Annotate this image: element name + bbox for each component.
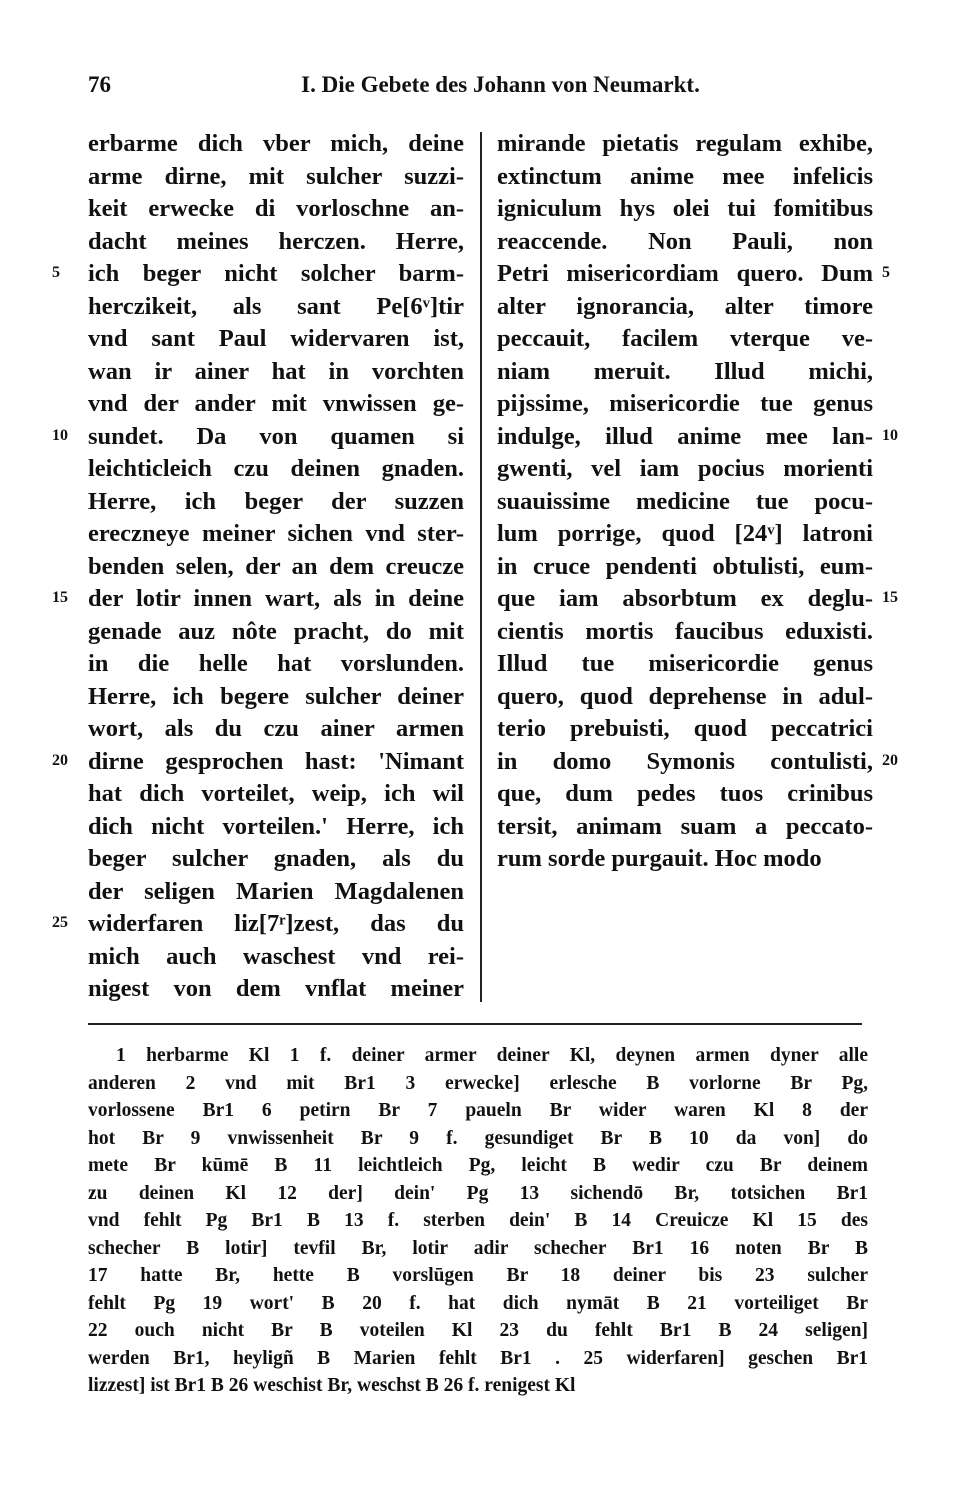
text-line: lum porrige, quod [24ᵛ] latroni [497,520,873,547]
text-line: benden selen, der an dem creucze [88,552,464,580]
text-line: wort, als du czu ainer armen [88,715,464,742]
line-number-right: 5 [882,264,890,281]
line-number-left: 25 [52,914,68,931]
text-line: der lotir innen wart, als in deine [88,585,464,612]
text-line: Herre, ich beger der suzzen [88,487,464,515]
text-line: vnd sant Paul widervaren ist, [88,325,464,352]
footnote-line: anderen 2 vnd mit Br1 3 erwecke] erlesche B vorlorne Br Pg, [88,1072,868,1094]
line-number-left: 10 [52,427,68,444]
text-line: in die helle hat vorslunden. [88,650,464,677]
footnote-line: hot Br 9 vnwissenheit Br 9 f. gesundiget Br B 10 da von] do [88,1127,868,1149]
footnote-line: 22 ouch nicht Br B voteilen Kl 23 du fehlt Br1 B 24 seligen] [88,1320,868,1341]
text-line: nigest von dem vnflat meiner [88,975,464,1002]
footnote-line: schecher B lotir] tevfil Br, lotir adir schecher Br1 16 noten Br B [88,1237,868,1259]
text-line: beger sulcher gnaden, als du [88,845,464,872]
column-divider [480,132,482,1002]
running-title: I. Die Gebete des Johann von Neumarkt. [301,72,700,97]
german-text-column [88,128,464,1006]
footnote-line: mete Br kūmē B 11 leichtleich Pg, leicht B wedir czu Br deinem [88,1155,868,1176]
text-line: pijssime, misericordie tue genus [497,390,873,417]
text-line: dacht meines herczen. Herre, [88,227,464,255]
footnote-line: 1 herbarme Kl 1 f. deiner armer deiner Kl, deynen armen dyner alle [116,1045,868,1066]
text-line: dich nicht vorteilen.' Herre, ich [88,812,464,840]
text-line: extinctum anime mee infelicis [497,162,873,190]
text-line: Illud tue misericordie genus [497,650,873,677]
text-line: vnd der ander mit vnwissen ge- [88,390,464,417]
text-line: der seligen Marien Magdalenen [88,877,464,905]
text-line: arme dirne, mit sulcher suzzi- [88,162,464,190]
line-number-left: 5 [52,264,60,281]
text-line: in domo Symonis contulisti, [497,747,873,775]
text-line: peccauit, facilem vterque ve- [497,325,873,352]
line-number-right: 15 [882,589,898,606]
text-line: ich beger nicht solcher barm- [88,260,464,287]
text-line: mich auch waschest vnd rei- [88,942,464,970]
critical-apparatus [88,1042,868,1400]
footnote-line: vorlossene Br1 6 petirn Br 7 paueln Br wider waren Kl 8 der [88,1100,868,1121]
text-line: wan ir ainer hat in vorchten [88,357,464,385]
footnote-line: lizzest] ist Br1 B 26 weschist Br, weschst B 26 f. renigest Kl [88,1375,576,1396]
text-line: rum sorde purgauit. Hoc modo [497,845,822,872]
text-line: herczikeit, als sant Pe[6ᵛ]tir [88,292,464,320]
text-line: gwenti, vel iam pocius morienti [497,455,873,482]
latin-text-column [497,128,873,876]
running-header [88,72,873,108]
page-number: 76 [88,72,111,97]
text-line: alter ignorancia, alter timore [497,292,873,320]
footnote-line: fehlt Pg 19 wort' B 20 f. hat dich nymāt B 21 vorteiliget Br [88,1292,868,1314]
text-line: dirne gesprochen hast: 'Nimant [88,747,464,775]
text-line: keit erwecke di vorloschne an- [88,195,464,222]
text-line: sundet. Da von quamen si [88,422,464,450]
text-line: que iam absorbtum ex deglu- [497,585,873,612]
text-line: ereczneye meiner sichen vnd ster- [88,520,464,547]
text-line: niam meruit. Illud michi, [497,357,873,385]
text-line: erbarme dich vber mich, deine [88,130,464,157]
text-line: hat dich vorteilet, weip, ich wil [88,780,464,807]
text-line: widerfaren liz[7ʳ]zest, das du [88,910,464,937]
text-line: leichticleich czu deinen gnaden. [88,455,464,482]
text-line: indulge, illud anime mee lan- [497,422,873,450]
line-number-left: 20 [52,752,68,769]
text-line: cientis mortis faucibus eduxisti. [497,617,873,645]
line-number-right: 20 [882,752,898,769]
footnote-line: 17 hatte Br, hette B vorslūgen Br 18 deiner bis 23 sulcher [88,1265,868,1286]
text-line: genade auz nôte pracht, do mit [88,617,464,645]
text-line: suauissime medicine tue pocu- [497,487,873,515]
text-line: mirande pietatis regulam exhibe, [497,130,873,157]
line-number-left: 15 [52,589,68,606]
footnote-rule [88,1023,862,1025]
text-line: que, dum pedes tuos crinibus [497,780,873,807]
text-line: in cruce pendenti obtulisti, eum- [497,552,873,580]
footnote-line: zu deinen Kl 12 der] dein' Pg 13 sichendō Br, totsichen Br1 [88,1182,868,1204]
text-line: terio prebuisti, quod peccatrici [497,715,873,742]
footnote-line: vnd fehlt Pg Br1 B 13 f. sterben dein' B 14 Creuicze Kl 15 des [88,1210,868,1231]
text-line: quero, quod deprehense in adul- [497,682,873,710]
text-line: reaccende. Non Pauli, non [497,227,873,255]
line-number-right: 10 [882,427,898,444]
text-line: tersit, animam suam a peccato- [497,812,873,840]
text-line: Herre, ich begere sulcher deiner [88,682,464,710]
footnote-line: werden Br1, heyligñ B Marien fehlt Br1 . 25 widerfaren] geschen Br1 [88,1347,868,1369]
text-line: Petri misericordiam quero. Dum [497,260,873,287]
text-line: igniculum hys olei tui fomitibus [497,195,873,222]
